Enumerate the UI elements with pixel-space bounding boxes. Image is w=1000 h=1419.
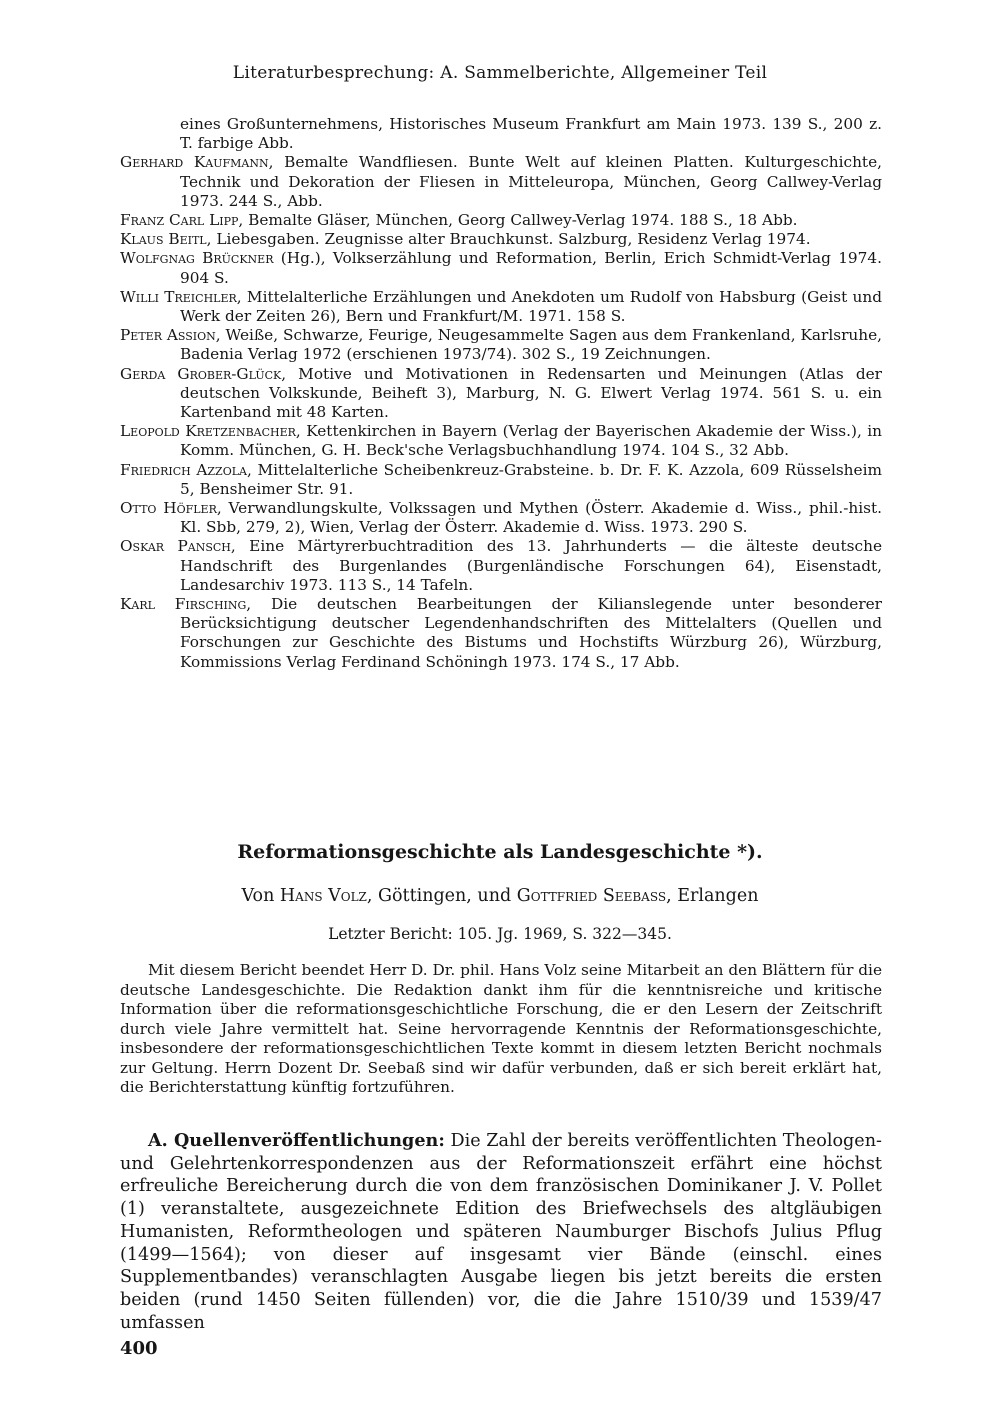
author-name: Hans Volz [279,886,367,906]
bibliography-entry [120,537,882,595]
entry-text: , Liebesgaben. Zeugnisse alter Brauchkunst. Salzburg, Residenz Verlag 1974. [206,230,811,249]
bibliography-entry [120,365,882,423]
section-heading: A. Quellenveröffentlichungen: [148,1130,445,1151]
authors-prefix: Von [241,886,280,906]
entry-text: eines Großunternehmens, Historisches Museum Frankfurt am Main 1973. 139 S., 200 z. T. farbige Abb. [180,115,882,153]
entry-author: Oskar Pansch [120,537,231,556]
entry-author: Gerda Grober-Glück [120,364,282,383]
bibliography-entry [120,115,882,153]
entry-author: Leopold Kretzenbacher [120,422,296,441]
bibliography-entry [120,326,882,364]
author-name: Gottfried Seebass [516,886,667,906]
entry-author: Gerhard Kaufmann [120,153,269,172]
article-authors [0,886,1000,906]
entry-text: , Bemalte Wandfliesen. Bunte Welt auf kleinen Platten. Kulturgeschichte, Technik und Dekoration der Fliesen in Mitteleuropa, München, Georg Callwey-Verlag 1973. 244 S., Abb. [180,153,882,210]
entry-text: , Die deutschen Bearbeitungen der Kilianslegende unter besonderer Berücksichtigung deutscher Legendenhandschriften des Mittelalters (Quellen und Forschungen zur Geschichte des Bistums und Hochstifts Würzburg 26), Würzburg, Kommissions Verlag Ferdinand Schöningh 1973. 174 S., 17 Abb. [180,595,882,671]
bibliography-entry [120,249,882,287]
running-head: Literaturbesprechung: A. Sammelberichte, Allgemeiner Teil [232,63,768,83]
entry-author: Klaus Beitl [120,230,207,249]
bibliography-entry [120,153,882,211]
entry-author: Franz Carl Lipp [120,211,239,230]
authors-suffix: , Erlangen [666,886,759,906]
bibliography-entry [120,211,882,230]
entry-author: Willi Treichler [120,287,237,306]
entry-text: , Motive und Motivationen in Redensarten und Meinungen (Atlas der deutschen Volkskunde, Beiheft 3), Marburg, N. G. Elwert Verlag 1974. 561 S. u. ein Kartenband mit 48 Karten. [180,364,882,422]
entry-author: Wolfgnag Brückner [120,249,274,268]
article-title: Reformationsgeschichte als Landesgeschichte *). [237,841,763,863]
entry-author: Otto Höfler [120,499,217,518]
entry-author: Peter Assion [120,326,216,345]
bibliography-entry [120,230,882,249]
editor-note: Mit diesem Bericht beendet Herr D. Dr. phil. Hans Volz seine Mitarbeit an den Blättern für die deutsche Landesgeschichte. Die Redaktion dankt ihm für die kenntnisreiche und kritische Information über die reformationsgeschichtliche Forschung, die er den Lesern der Zeitschrift durch viele Jahre vermittelt hat. Seine hervorragende Kenntnis der Reformationsgeschichte, insbesondere der reformationsgeschichtlichen Texte kommt in diesem letzten Bericht nochmals zur Geltung. Herrn Dozent Dr. Seebaß sind wir dafür verbunden, daß er sich bereit erklärt hat, die Berichterstattung künftig fortzuführen. [120,961,882,1096]
bibliography-entry [120,461,882,499]
entry-text: (Hg.), Volkserzählung und Reformation, Berlin, Erich Schmidt-Verlag 1974. 904 S. [180,249,882,287]
entry-author: Karl Firsching [120,595,247,614]
page-number: 400 [120,1338,158,1359]
entry-text: , Eine Märtyrerbuchtradition des 13. Jahrhunderts — die älteste deutsche Handschrift des Burgenlandes (Burgenländische Forschungen 64), Eisenstadt, Landesarchiv 1973. 113 S., 14 Tafeln. [180,537,882,594]
section-paragraph [120,1130,882,1334]
last-report-reference: Letzter Bericht: 105. Jg. 1969, S. 322—345. [328,925,672,943]
bibliography-entry [120,288,882,326]
bibliography-entry [120,422,882,460]
entry-author: Friedrich Azzola [120,460,247,479]
entry-text: , Mittelalterliche Scheibenkreuz-Grabsteine. b. Dr. F. K. Azzola, 609 Rüsselsheim 5, Bensheimer Str. 91. [180,460,882,498]
section-text: Die Zahl der bereits veröffentlichten Theologen- und Gelehrtenkorrespondenzen aus der Reformationszeit erfährt eine höchst erfreuliche Bereicherung durch die von dem französischen Dominikaner J. V. Pollet (1) veranstaltete, ausgezeichnete Edition des Briefwechsels des altgläubigen Humanisten, Reformtheologen und späteren Naumburger Bischofs Julius Pflug (1499—1564); von dieser auf insgesamt vier Bände (einschl. eines Supplementbandes) veranschlagten Ausgabe liegen bis jetzt bereits die ersten beiden (rund 1450 Seiten füllenden) vor, die die Jahre 1510/39 und 1539/47 umfassen [120,1131,882,1333]
entry-text: , Weiße, Schwarze, Feurige, Neugesammelte Sagen aus dem Frankenland, Karlsruhe, Badenia Verlag 1972 (erschienen 1973/74). 302 S., 19 Zeichnungen. [180,326,882,364]
entry-text: , Bemalte Gläser, München, Georg Callwey-Verlag 1974. 188 S., 18 Abb. [238,211,798,230]
entry-text: , Verwandlungskulte, Volkssagen und Mythen (Österr. Akademie d. Wiss., phil.-hist. Kl. Sbb, 279, 2), Wien, Verlag der Österr. Akademie d. Wiss. 1973. 290 S. [180,499,883,537]
entry-text: , Kettenkirchen in Bayern (Verlag der Bayerischen Akademie der Wiss.), in Komm. München, G. H. Beck'sche Verlagsbuchhandlung 1974. 104 S., 32 Abb. [180,422,882,460]
bibliography-entry [120,595,882,672]
authors-mid: , Göttingen, und [366,886,517,906]
entry-text: , Mittelalterliche Erzählungen und Anekdoten um Rudolf von Habsburg (Geist und Werk der Zeiten 26), Bern und Frankfurt/M. 1971. 158 S. [180,287,882,326]
bibliography-list [120,115,882,672]
bibliography-entry [120,499,882,537]
